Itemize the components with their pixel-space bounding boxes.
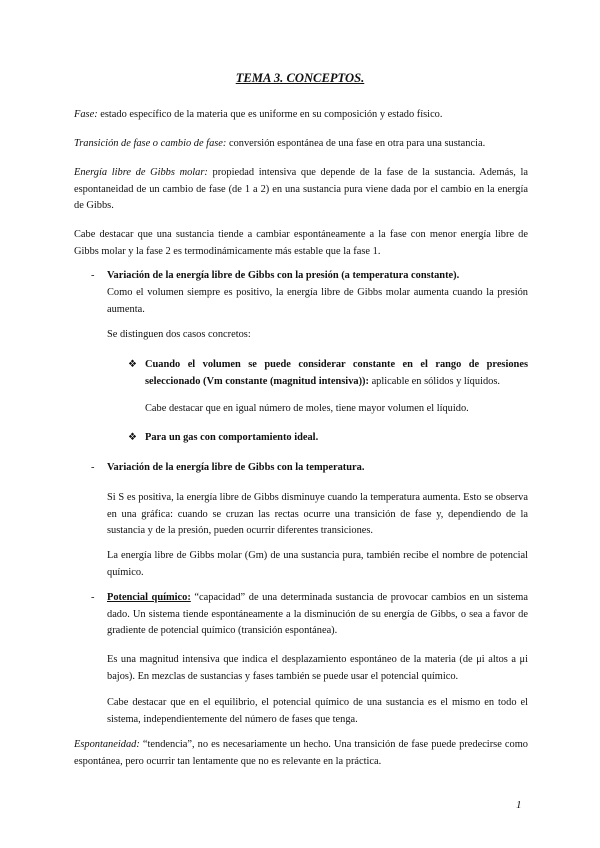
fase-text: estado específico de la materia que es uniforme en su composición y estado físico.	[97, 109, 443, 120]
page-title: TEMA 3. CONCEPTOS.	[235, 71, 365, 85]
caso1-note: Cabe destacar que en igual número de moles, tiene mayor volumen el líquido.	[145, 403, 469, 414]
casos-intro: Se distinguen dos casos concretos:	[107, 329, 251, 340]
transicion-definition	[74, 136, 528, 153]
fase-term: Fase:	[74, 109, 98, 120]
bullet-dash: -	[91, 592, 95, 603]
diamond-bullet-icon: ❖	[128, 359, 137, 370]
potencial-definition	[107, 590, 528, 640]
espontaneidad-text: “tendencia”, no es necesariamente un hecho. Una transición de fase puede predecirse como espontánea, pero ocurrir tan lentamente que no es relevante en la práctica.	[74, 739, 528, 767]
bullet-dash: -	[91, 462, 95, 473]
transicion-text: conversión espontánea de una fase en otra para una sustancia.	[226, 138, 486, 149]
gibbs-definition	[74, 165, 528, 215]
fase-definition	[74, 107, 528, 124]
potencial-text2: Es una magnitud intensiva que indica el desplazamiento espontáneo de la materia (de μi altos a μi bajos). En mezclas de sustancias y fases también se puede usar el potencial químico.	[107, 654, 528, 682]
gibbs-term: Energía libre de Gibbs molar:	[74, 167, 208, 178]
potencial-text3: Cabe destacar que en el equilibrio, el potencial químico de una sustancia es el mismo en todo el sistema, independientemente del número de fases que tenga.	[107, 697, 528, 725]
cabe-destacar-paragraph: Cabe destacar que una sustancia tiende a cambiar espontáneamente a la fase con menor energía libre de Gibbs molar y la fase 2 es termodinámicamente más estable que la fase 1.	[74, 229, 528, 257]
temperatura-text2: La energía libre de Gibbs molar (Gm) de una sustancia pura, también recibe el nombre de potencial químico.	[107, 550, 528, 578]
transicion-term: Transición de fase o cambio de fase:	[74, 138, 227, 149]
gibbs-text: propiedad intensiva que depende de la fase de la sustancia. Además, la espontaneidad de un cambio de fase (de 1 a 2) en una sustancia pura viene dada por el cambio en la energía de Gibbs.	[74, 167, 529, 212]
temperatura-heading: Variación de la energía libre de Gibbs con la temperatura.	[107, 462, 365, 473]
espontaneidad-definition	[74, 737, 528, 770]
espontaneidad-term: Espontaneidad:	[74, 739, 140, 750]
caso2-item: Para un gas con comportamiento ideal.	[145, 432, 319, 443]
potencial-term: Potencial químico:	[107, 592, 191, 603]
presion-heading: Variación de la energía libre de Gibbs con la presión (a temperatura constante).	[107, 270, 460, 281]
bullet-dash: -	[91, 270, 95, 281]
presion-text: Como el volumen siempre es positivo, la energía libre de Gibbs molar aumenta cuando la presión aumenta.	[107, 287, 528, 315]
temperatura-text1: Si S es positiva, la energía libre de Gibbs disminuye cuando la temperatura aumenta. Esto se observa en una gráfica: cuando se cruzan las rectas ocurre una transición de fase y, dependiendo de la sustancia y de la presión, pueden ocurrir diferentes transiciones.	[107, 492, 528, 537]
potencial-text: “capacidad” de una determinada sustancia de provocar cambios en un sistema dado. Un sistema tiende espontáneamente a la disminución de su energía de Gibbs, o sea a favor de gradiente de potencial químico (transición espontánea).	[107, 592, 528, 637]
diamond-bullet-icon: ❖	[128, 432, 137, 443]
caso1-item	[145, 357, 528, 390]
caso1-bold: Cuando el volumen se puede considerar constante en el rango de presiones seleccionado (Vm constante (magnitud intensiva)):	[145, 359, 528, 387]
page-number: 1	[516, 799, 522, 811]
caso1-text: aplicable en sólidos y líquidos.	[368, 375, 500, 387]
